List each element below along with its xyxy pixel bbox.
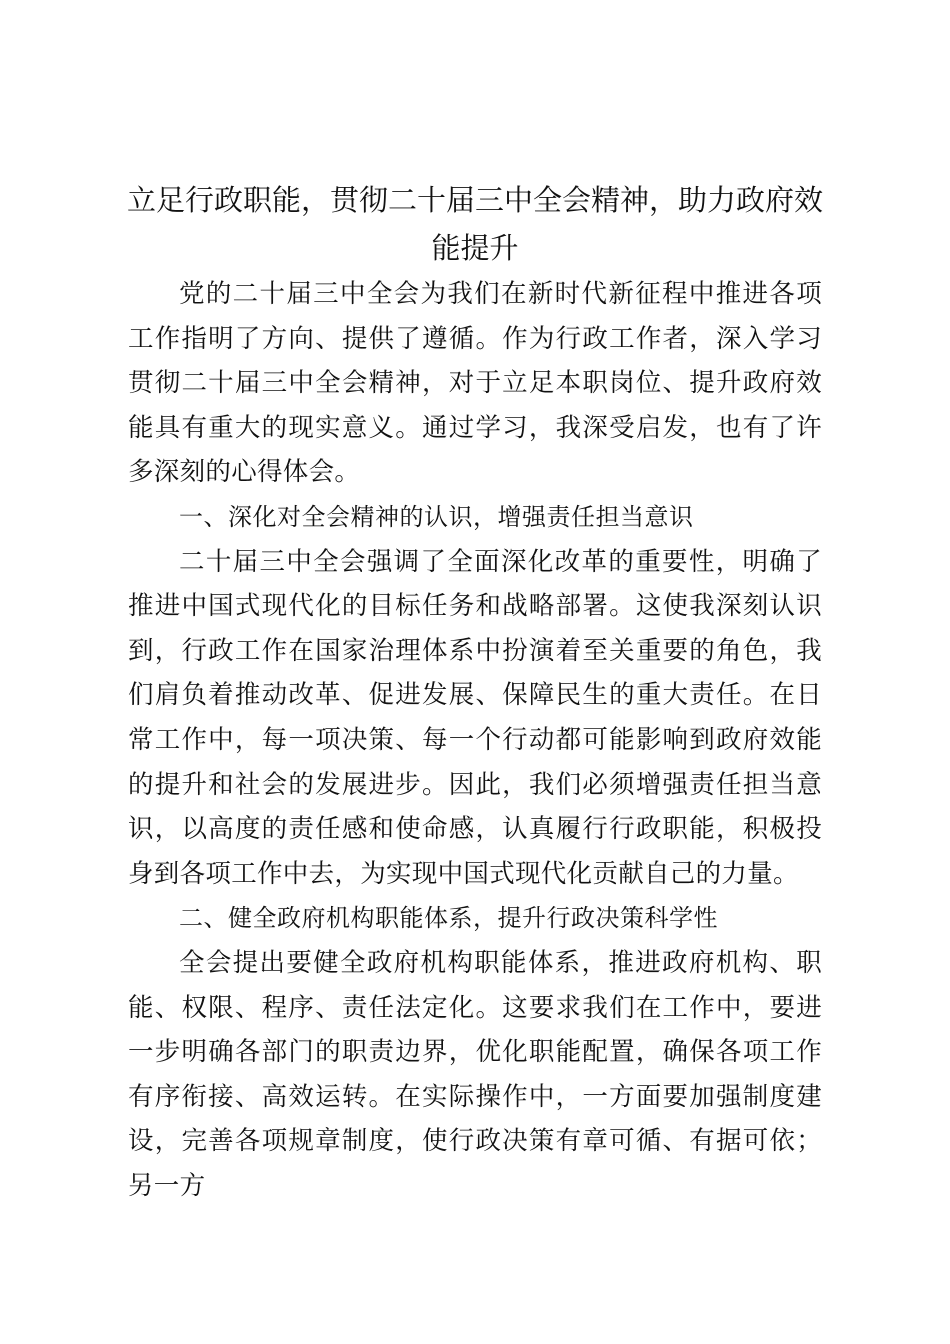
section-2-paragraph: 全会提出要健全政府机构职能体系，推进政府机构、职能、权限、程序、责任法定化。这要求我们在工作中，要进一步明确各部门的职责边界，优化职能配置，确保各项工作有序衔接、高效运转。在实际操作中，一方面要加强制度建设，完善各项规章制度，使行政决策有章可循、有据可依；另一方 — [128, 947, 822, 1201]
intro-paragraph: 党的二十届三中全会为我们在新时代新征程中推进各项工作指明了方向、提供了遵循。作为行政工作者，深入学习贯彻二十届三中全会精神，对于立足本职岗位、提升政府效能具有重大的现实意义。通过学习，我深受启发，也有了许多深刻的心得体会。 — [128, 279, 822, 488]
section-2-heading: 二、健全政府机构职能体系，提升行政决策科学性 — [179, 904, 718, 933]
document-body — [128, 176, 822, 1208]
document-title: 立足行政职能，贯彻二十届三中全会精神，助力政府效能提升 — [126, 183, 823, 265]
section-1-heading: 一、深化对全会精神的认识，增强责任担当意识 — [179, 502, 694, 531]
section-1-paragraph: 二十届三中全会强调了全面深化改革的重要性，明确了推进中国式现代化的目标任务和战略部署。这使我深刻认识到，行政工作在国家治理体系中扮演着至关重要的角色，我们肩负着推动改革、促进发展、保障民生的重大责任。在日常工作中，每一项决策、每一个行动都可能影响到政府效能的提升和社会的发展进步。因此，我们必须增强责任担当意识，以高度的责任感和使命感，认真履行行政职能，积极投身到各项工作中去，为实现中国式现代化贡献自己的力量。 — [128, 546, 822, 889]
